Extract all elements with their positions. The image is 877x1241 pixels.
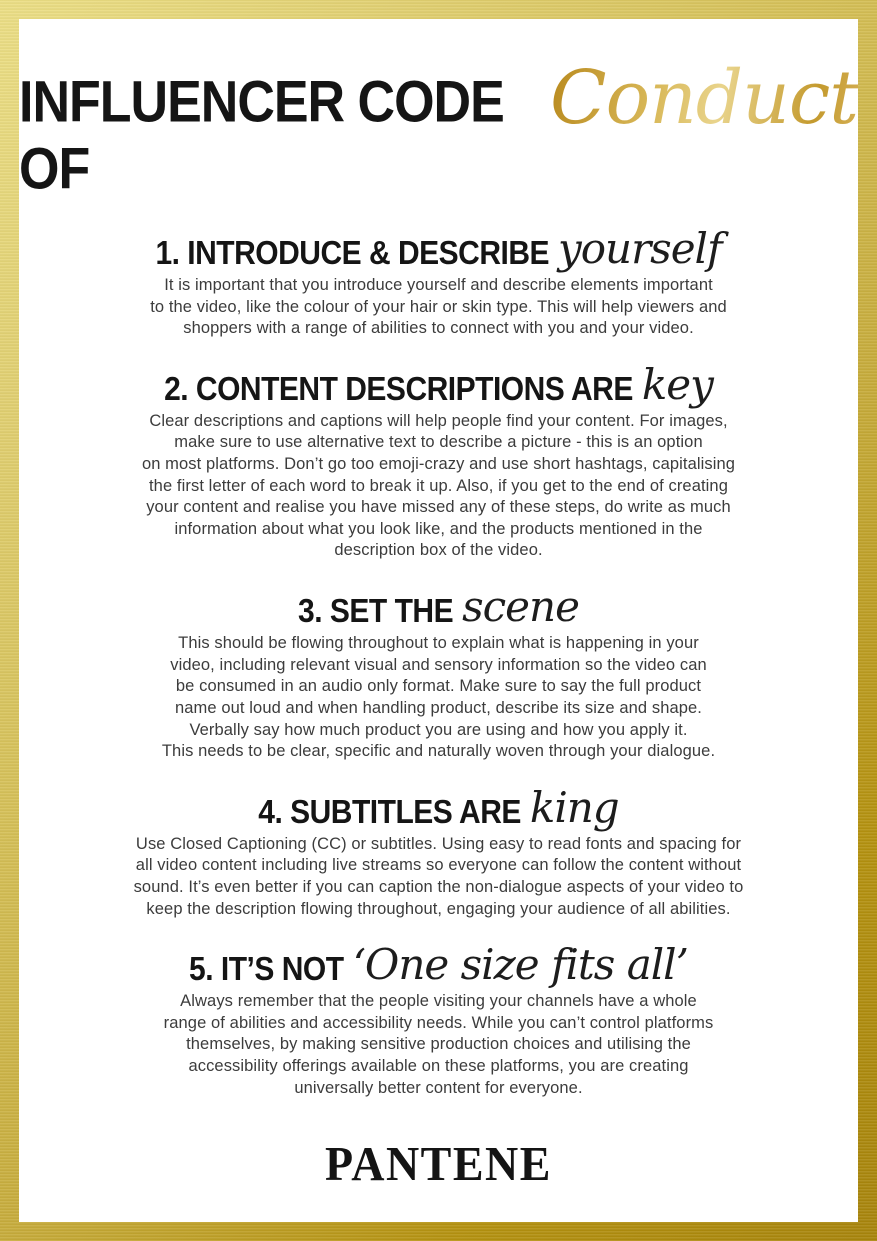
section-heading-script: yourself — [558, 224, 722, 273]
section-introduce-describe — [44, 224, 834, 340]
section-body: Always remember that the people visiting your channels have a whole range of abilities and accessibility needs. While you can’t control platforms themselves, by making sensitive production choices and utilising the accessibility offerings available on these platforms, you are creating universally better content for everyone. — [163, 992, 714, 1097]
section-heading — [298, 582, 579, 632]
section-heading-caps: 5. IT’S NOT — [189, 951, 344, 989]
section-heading — [164, 359, 713, 409]
section-body: It is important that you introduce yourself and describe elements important to the video, like the colour of your hair or skin type. This will help viewers and shoppers with a range of abilities to connect with you and your video. — [150, 276, 727, 338]
section-heading-caps: 1. INTRODUCE & DESCRIBE — [155, 234, 549, 272]
section-heading-script: ‘One size fits all’ — [352, 940, 688, 990]
section-heading — [189, 940, 688, 990]
page-title-main: INFLUENCER CODE OF — [19, 69, 504, 203]
section-heading-script: scene — [462, 582, 579, 632]
section-heading-script: key — [641, 359, 713, 409]
section-body: This should be flowing throughout to explain what is happening in your video, including relevant visual and sensory information so the video can be consumed in an audio only format. Make sure to say the full product name out loud and when handling product, describe its size and shape. Verbally say how much product you are using and how you apply it. This needs to be clear, specific and naturally woven through your dialogue. — [161, 634, 716, 761]
section-heading-caps: 2. CONTENT DESCRIPTIONS ARE — [164, 370, 633, 408]
section-heading — [258, 782, 619, 832]
section-heading-script: king — [529, 782, 619, 832]
poster-page — [19, 19, 858, 1222]
page-title-script: Conduct — [549, 55, 858, 141]
section-heading-caps: 3. SET THE — [298, 593, 454, 631]
page-title — [19, 55, 858, 203]
section-body: Clear descriptions and captions will help people find your content. For images, make sure to use alternative text to describe a picture - this is an option on most platforms. Don’t go too emoji-crazy and use short hashtags, capitalising the first letter of each word to break it up. Also, if you get to the end of creating your content and realise you have missed any of these steps, do write as much information about what you look like, and the products mentioned in the description box of the video. — [141, 411, 736, 560]
section-set-the-scene — [44, 582, 834, 763]
section-subtitles — [44, 782, 834, 920]
section-heading-caps: 4. SUBTITLES ARE — [258, 793, 521, 831]
section-content-descriptions — [44, 359, 834, 562]
pantene-logo: PANTENE — [325, 1136, 552, 1191]
section-one-size-fits-all — [44, 940, 834, 1099]
section-heading — [155, 224, 722, 273]
section-body: Use Closed Captioning (CC) or subtitles. Using easy to read fonts and spacing for all video content including live streams so everyone can follow the content without sound. It’s even better if you can caption the non-dialogue aspects of your video to keep the description flowing throughout, engaging your audience of all abilities. — [133, 834, 744, 918]
